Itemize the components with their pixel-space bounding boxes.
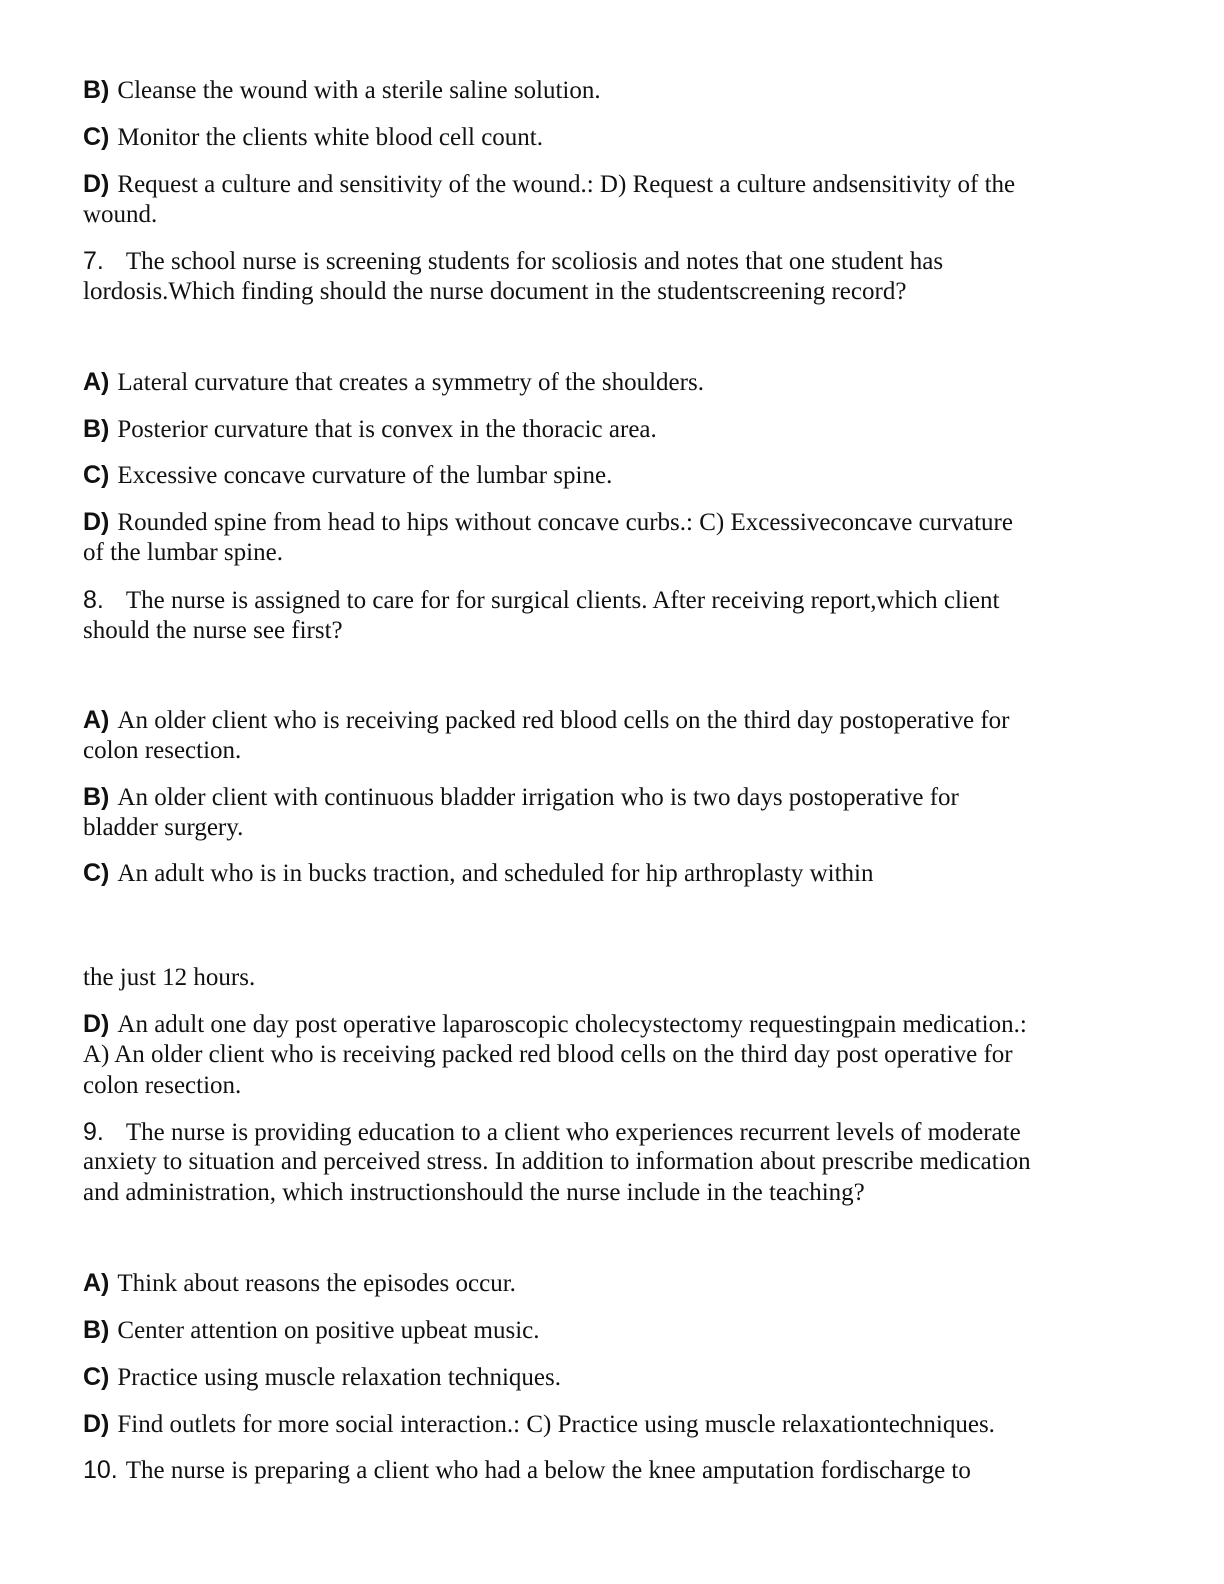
option-label: A) [83,1269,110,1297]
question-number: 7. [83,247,104,275]
option-label: B) [83,415,110,443]
q9-option-a [83,1268,516,1299]
option-label: C) [83,1363,110,1391]
option-text: Center attention on positive upbeat music. [117,1317,540,1344]
q8-option-d-cont: A) An older client who is receiving packed red blood cells on the third day post operative for [83,1041,1013,1068]
option-label: D) [83,170,110,198]
option-text: Cleanse the wound with a sterile saline solution. [117,77,601,104]
option-label: B) [83,783,110,811]
option-text: An adult who is in bucks traction, and scheduled for hip arthroplasty within [117,860,874,887]
q8-option-a-cont: colon resection. [83,737,242,764]
option-label: D) [83,508,110,536]
q9-stem-cont2: and administration, which instructionshould the nurse include in the teaching? [83,1179,865,1206]
q6-option-c [83,122,543,153]
option-text: An older client with continuous bladder irrigation who is two days postoperative for [117,784,959,811]
option-label: B) [83,76,110,104]
option-text: Monitor the clients white blood cell count. [117,124,544,151]
q6-option-d [83,169,1015,200]
option-label: A) [83,368,110,396]
option-text: Excessive concave curvature of the lumbar spine. [117,462,613,489]
question-number: 8. [83,586,104,614]
q9-option-b [83,1315,540,1346]
option-text: An adult one day post operative laparoscopic cholecystectomy requestingpain medication.: [117,1011,1027,1038]
option-label: C) [83,859,110,887]
option-text: Find outlets for more social interaction.: C) Practice using muscle relaxationtechniques. [117,1411,995,1438]
q6-option-d-cont: wound. [83,201,158,228]
option-text: Lateral curvature that creates a symmetry of the shoulders. [117,369,704,396]
option-label: C) [83,123,110,151]
question-number: 9. [83,1118,104,1146]
q8-option-b-cont: bladder surgery. [83,814,244,841]
option-text: Practice using muscle relaxation techniques. [117,1364,561,1391]
question-text: The nurse is providing education to a client who experiences recurrent levels of moderate [125,1119,1021,1146]
q7-option-b [83,414,657,445]
q8-option-c [83,858,874,889]
q8-option-b [83,782,959,813]
option-label: B) [83,1316,110,1344]
question-text: The nurse is preparing a client who had a below the knee amputation fordischarge to [125,1457,971,1484]
option-text: Think about reasons the episodes occur. [117,1270,516,1297]
q7-stem-cont: lordosis.Which finding should the nurse document in the studentscreening record? [83,278,907,305]
q6-option-b [83,75,601,106]
q7-stem [83,246,943,277]
q9-stem-cont: anxiety to situation and perceived stress. In addition to information about prescribe medication [83,1148,1031,1175]
option-text: An older client who is receiving packed red blood cells on the third day postoperative for [117,707,1010,734]
option-text: Rounded spine from head to hips without concave curbs.: C) Excessiveconcave curvature [117,509,1013,536]
q9-stem [83,1117,1021,1148]
option-text: Posterior curvature that is convex in the thoracic area. [117,416,657,443]
option-label: C) [83,461,110,489]
question-number: 10. [83,1456,118,1484]
q8-option-d-cont2: colon resection. [83,1072,242,1099]
q8-option-a [83,705,1009,736]
q8-option-c-cont: the just 12 hours. [83,964,256,991]
question-text: The school nurse is screening students for scoliosis and notes that one student has [125,248,944,275]
option-label: A) [83,706,110,734]
q9-option-c [83,1362,561,1393]
q7-option-d [83,507,1013,538]
q9-option-d [83,1409,995,1440]
q10-stem [83,1455,971,1486]
q8-stem [83,585,999,616]
q7-option-a [83,367,704,398]
q7-option-d-cont: of the lumbar spine. [83,539,283,566]
option-label: D) [83,1010,110,1038]
q8-stem-cont: should the nurse see first? [83,617,343,644]
option-text: Request a culture and sensitivity of the wound.: D) Request a culture andsensitivity of the [117,171,1016,198]
question-text: The nurse is assigned to care for for surgical clients. After receiving report,which client [125,587,1000,614]
q7-option-c [83,460,612,491]
option-label: D) [83,1410,110,1438]
q8-option-d [83,1009,1027,1040]
